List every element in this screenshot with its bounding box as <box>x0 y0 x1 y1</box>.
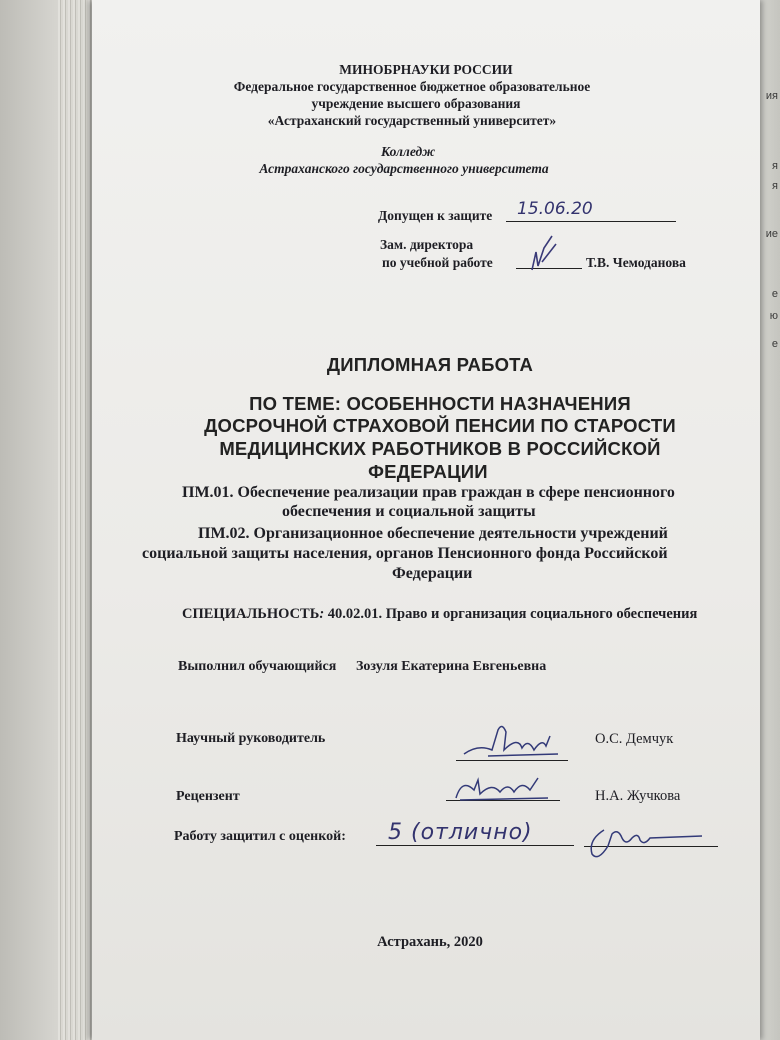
ministry-name: МИНОБРНАУКИ РОССИИ <box>339 62 513 77</box>
pm02-line: ПМ.02. Организационное обеспечение деятельности учреждений <box>198 525 668 542</box>
commission-signature <box>582 816 722 866</box>
college-name: Астраханского государственного университета <box>259 161 549 176</box>
grade-line <box>376 845 574 846</box>
institution-line: Федеральное государственное бюджетное образовательное <box>233 79 591 94</box>
pm02-line: социальной защиты населения, органов Пенсионного фонда Российской <box>142 545 668 562</box>
deputy-title-2: по учебной работе <box>382 255 493 270</box>
college-label: Колледж <box>380 144 436 159</box>
topic-line: ПО ТЕМЕ: ОСОБЕННОСТИ НАЗНАЧЕНИЯ <box>249 393 631 414</box>
performer-name: Зозуля Екатерина Евгеньевна <box>356 659 547 674</box>
deputy-signature <box>522 232 572 274</box>
reviewer-name: Н.А. Жучкова <box>595 788 681 804</box>
specialty-line <box>182 606 697 623</box>
edge-text: ия <box>765 90 778 102</box>
pm01-line: обеспечения и социальной защиты <box>282 503 536 520</box>
edge-text: ю <box>769 310 778 322</box>
topic-line: ФЕДЕРАЦИИ <box>368 461 488 482</box>
grade-handwritten: 5 (отлично) <box>388 820 533 845</box>
reviewer-signature <box>452 768 562 806</box>
admit-label: Допущен к защите <box>378 208 493 223</box>
topic-line: ДОСРОЧНОЙ СТРАХОВОЙ ПЕНСИИ ПО СТАРОСТИ <box>204 415 676 436</box>
city-year: Астрахань, 2020 <box>377 934 483 950</box>
topic-line: МЕДИЦИНСКИХ РАБОТНИКОВ В РОССИЙСКОЙ <box>219 438 661 459</box>
performer-label: Выполнил обучающийся <box>178 659 337 674</box>
deputy-name: Т.В. Чемоданова <box>586 255 686 270</box>
document-type: ДИПЛОМНАЯ РАБОТА <box>326 354 534 375</box>
supervisor-signature <box>458 716 568 766</box>
edge-text: я <box>772 180 778 192</box>
admit-date-handwritten: 15.06.20 <box>517 199 593 219</box>
admit-underline <box>506 221 676 222</box>
edge-text: е <box>771 288 778 300</box>
university-name: «Астраханский государственный университет» <box>267 113 557 128</box>
reviewer-label: Рецензент <box>176 789 240 804</box>
supervisor-name: О.С. Демчук <box>595 731 674 747</box>
supervisor-label: Научный руководитель <box>176 731 326 746</box>
edge-text: ие <box>765 228 778 240</box>
specialty-value: 40.02.01. Право и организация социального обеспечения <box>324 606 698 622</box>
edge-text: я <box>772 160 778 172</box>
edge-text: е <box>771 338 778 350</box>
deputy-title: Зам. директора <box>380 237 474 252</box>
pm02-line: Федерации <box>392 565 473 582</box>
specialty-colon: : <box>319 606 325 622</box>
pm01-line: ПМ.01. Обеспечение реализации прав граждан в сфере пенсионного <box>182 484 675 501</box>
institution-line: учреждение высшего образования <box>311 96 521 111</box>
defense-label: Работу защитил с оценкой: <box>174 829 346 844</box>
specialty-label: СПЕЦИАЛЬНОСТЬ <box>182 606 320 622</box>
title-page <box>92 0 760 1040</box>
